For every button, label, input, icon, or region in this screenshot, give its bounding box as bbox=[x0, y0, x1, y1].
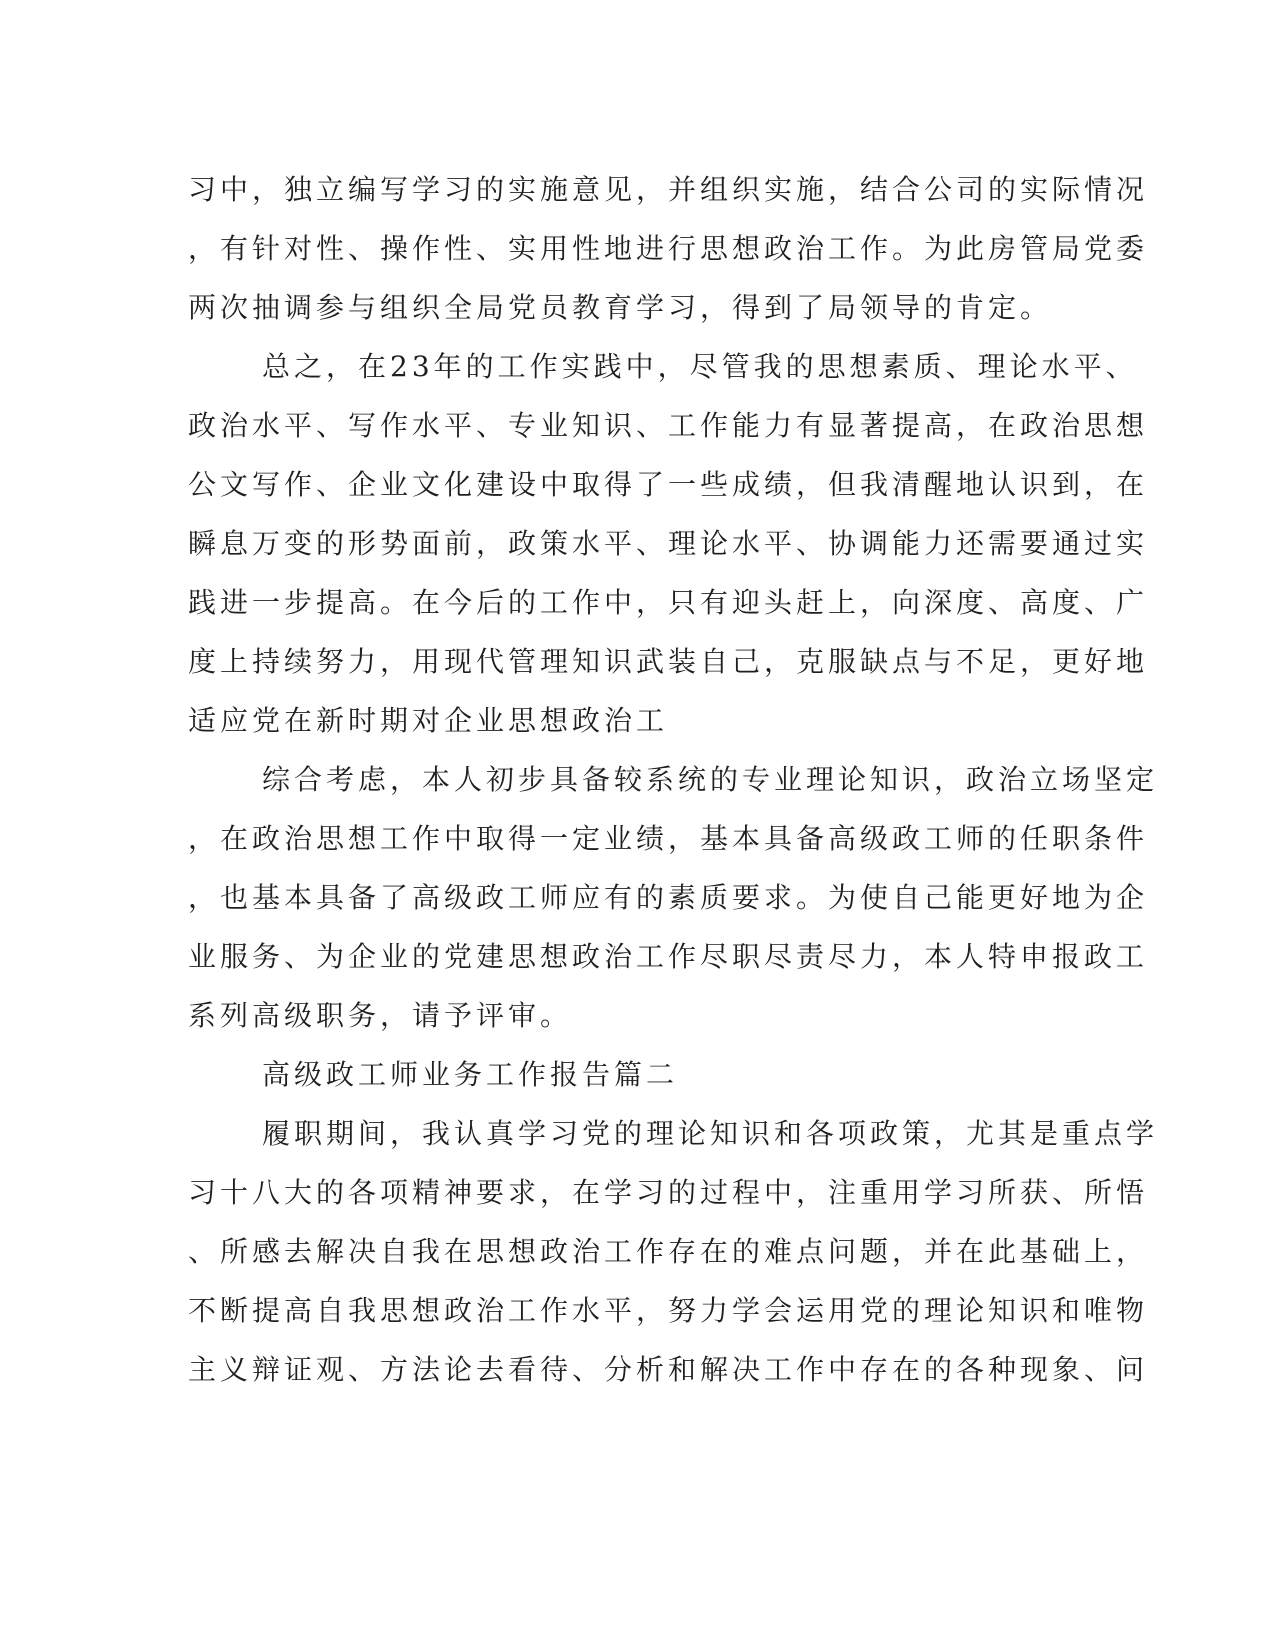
text-line: 公文写作、企业文化建设中取得了一些成绩，但我清醒地认识到，在 bbox=[188, 468, 1149, 501]
text-line: 政治水平、写作水平、专业知识、工作能力有显著提高，在政治思想 bbox=[188, 409, 1149, 442]
text-line: ，也基本具备了高级政工师应有的素质要求。为使自己能更好地为企 bbox=[188, 881, 1149, 914]
text-line: 系列高级职务，请予评审。 bbox=[188, 999, 573, 1032]
document-body bbox=[188, 160, 1159, 1399]
text-line: 高级政工师业务工作报告篇二 bbox=[262, 1058, 679, 1091]
text-line: 主义辩证观、方法论去看待、分析和解决工作中存在的各种现象、问 bbox=[188, 1353, 1149, 1386]
text-line: 践进一步提高。在今后的工作中，只有迎头赶上，向深度、高度、广 bbox=[188, 586, 1149, 619]
text-line: 不断提高自我思想政治工作水平，努力学会运用党的理论知识和唯物 bbox=[188, 1294, 1149, 1327]
text-line: 履职期间，我认真学习党的理论知识和各项政策，尤其是重点学 bbox=[262, 1117, 1159, 1150]
text-line: 两次抽调参与组织全局党员教育学习，得到了局领导的肯定。 bbox=[188, 291, 1053, 324]
text-line: 业服务、为企业的党建思想政治工作尽职尽责尽力，本人特申报政工 bbox=[188, 940, 1149, 973]
text-line: 综合考虑，本人初步具备较系统的专业理论知识，政治立场坚定 bbox=[262, 763, 1159, 796]
text-line: 习中，独立编写学习的实施意见，并组织实施，结合公司的实际情况 bbox=[188, 173, 1149, 206]
text-line: 习十八大的各项精神要求，在学习的过程中，注重用学习所获、所悟 bbox=[188, 1176, 1149, 1209]
text-line: 适应党在新时期对企业思想政治工 bbox=[188, 704, 669, 737]
text-line: 瞬息万变的形势面前，政策水平、理论水平、协调能力还需要通过实 bbox=[188, 527, 1149, 560]
text-line: ，在政治思想工作中取得一定业绩，基本具备高级政工师的任职条件 bbox=[188, 822, 1149, 855]
text-line: 度上持续努力，用现代管理知识武装自己，克服缺点与不足，更好地 bbox=[188, 645, 1149, 678]
text-line: 总之，在23年的工作实践中，尽管我的思想素质、理论水平、 bbox=[262, 350, 1138, 383]
text-line: ，有针对性、操作性、实用性地进行思想政治工作。为此房管局党委 bbox=[188, 232, 1149, 265]
text-line: 、所感去解决自我在思想政治工作存在的难点问题，并在此基础上， bbox=[188, 1235, 1149, 1268]
